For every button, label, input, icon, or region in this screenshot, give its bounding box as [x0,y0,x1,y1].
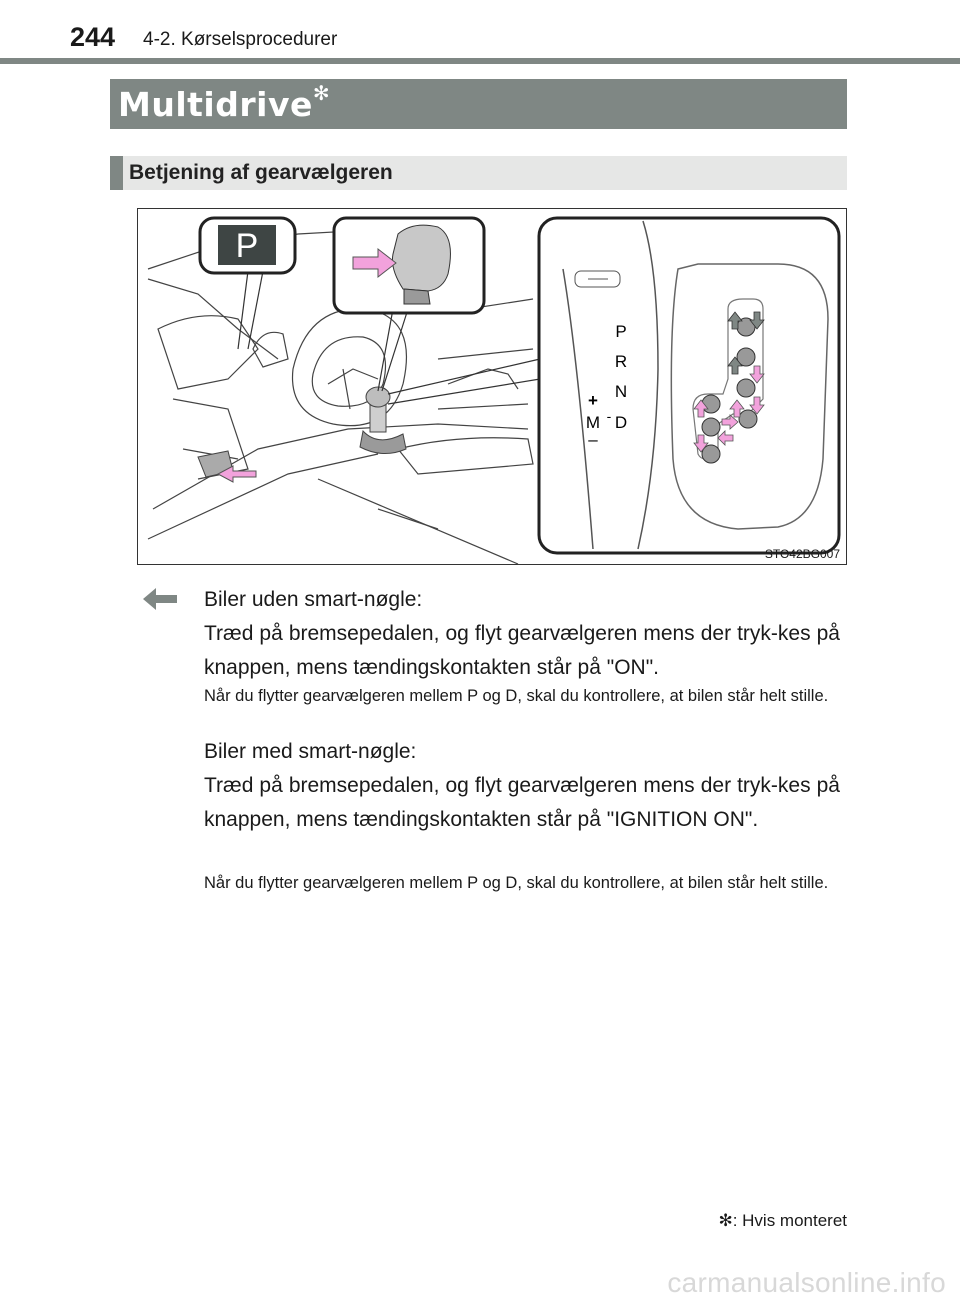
section-heading: Betjening af gearvælgeren [129,161,393,184]
gate-letter-p: P [615,322,627,341]
footnote-text: : Hvis monteret [732,1211,847,1230]
gear-selector-figure [137,208,847,565]
gate-letter-n: N [614,382,628,401]
p-badge-letter: P [235,227,259,265]
p-badge-callout [200,218,295,273]
figure-code: STO42BG007 [764,547,840,561]
paragraph-no-smart-key-instruction: Træd på bremsepedalen, og flyt gearvælgeren mens der tryk-kes på knappen, mens tændingskontakten står på "ON". [204,622,840,679]
paragraph-smart-key-note: Når du flytter gearvælgeren mellem P og D, skal du kontrollere, at bilen står helt stille. [204,874,829,892]
paragraph-no-smart-key-note: Når du flytter gearvælgeren mellem P og D, skal du kontrollere, at bilen står helt stille. [204,687,829,705]
chapter-title: 4-2. Kørselsprocedurer [143,29,338,50]
footnote [718,1211,847,1231]
gate-minus: – [588,430,598,449]
title-star: ✻ [312,81,331,105]
knob-callout [334,218,484,313]
paragraph-smart-key-instruction: Træd på bremsepedalen, og flyt gearvælgeren mens der tryk-kes på knappen, mens tændingskontakten står på "IGNITION ON". [204,774,840,831]
shift-lever-drawing [360,387,406,454]
gear-selector-illustration [138,209,846,564]
title-label: Multidrive [118,85,313,124]
page-title [118,81,331,124]
paragraph-no-smart-key-heading: Biler uden smart-nøgle: [204,588,423,611]
page-number: 244 [70,22,116,52]
gate-letter-r: R [614,352,628,371]
paragraph-smart-key-heading: Biler med smart-nøgle: [204,740,417,763]
section-heading-bar [110,156,847,190]
watermark: carmanualsonline.info [667,1267,946,1298]
gate-dash: - [606,408,612,424]
gate-letter-m: M [585,413,601,432]
gate-letter-d: D [614,413,628,432]
gate-panel-callout [539,218,839,553]
title-bar [110,79,847,129]
header-rule [0,58,960,64]
footnote-star: ✻ [718,1211,733,1230]
step-arrow-icon [143,588,177,615]
gate-plus: + [588,391,598,410]
